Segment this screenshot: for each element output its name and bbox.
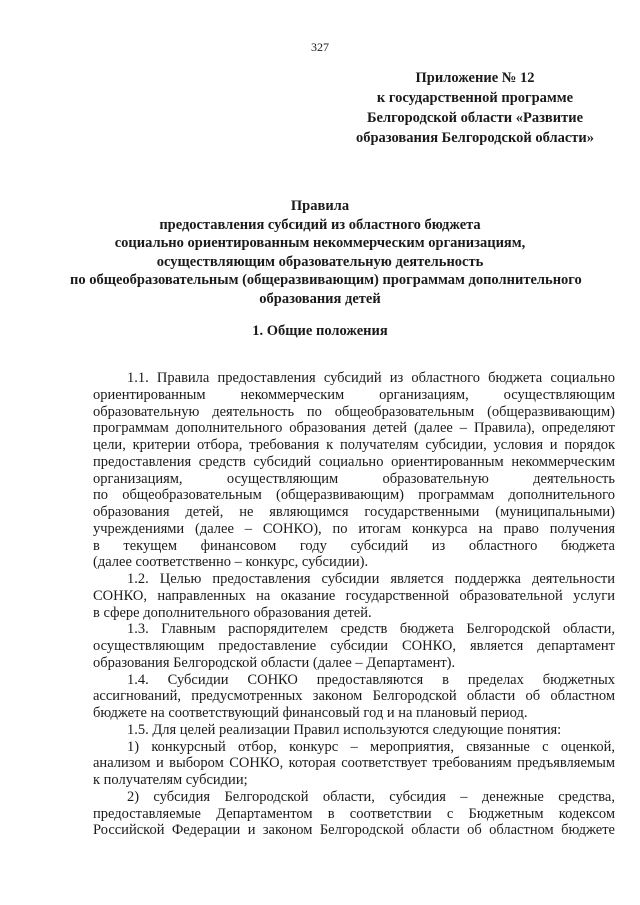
text-line: ориентированным некоммерческим организациям, осуществляющим [93, 386, 615, 403]
paragraph-p1-5-1 [93, 739, 615, 789]
text-line: в текущем финансовом году субсидий из областного бюджета [93, 537, 615, 554]
paragraph-p1-3 [93, 621, 615, 671]
text-line: осуществляющим предоставление субсидии СОНКО, является департамент [93, 638, 615, 654]
appendix-line: образования Белгородской области» [355, 130, 595, 146]
appendix-line: Приложение № 12 [415, 70, 535, 86]
appendix-line: Белгородской области «Развитие [366, 110, 584, 126]
paragraph-p1-5 [93, 722, 615, 739]
paragraph-p1-2 [93, 571, 615, 621]
text-line: по общеобразовательным (общеразвивающим) программам дополнительного [93, 487, 615, 504]
text-line: 1.1. Правила предоставления субсидий из областного бюджета социально [127, 370, 615, 386]
text-line: 1.4. Субсидии СОНКО предоставляются в пределах бюджетных [127, 671, 615, 688]
text-line: организациям, осуществляющим образовательную деятельность [93, 470, 615, 487]
title-line: социально ориентированным некоммерческим организациям, [114, 235, 526, 251]
text-line: предоставления средств субсидий социально ориентированным некоммерческим [93, 453, 615, 470]
body-text [93, 370, 615, 839]
text-line: бюджете на соответствующий финансовый год и на плановый период. [93, 705, 528, 721]
text-line: ассигнований, предусмотренных законом Белгородской области об областном [93, 688, 615, 705]
appendix-line: к государственной программе [376, 90, 574, 106]
text-line: образовательную деятельность по общеобразовательным (общеразвивающим) [93, 403, 615, 420]
text-line: 1.3. Главным распорядителем средств бюджета Белгородской области, [127, 621, 615, 638]
paragraph-p1-5-2 [93, 789, 615, 839]
text-line: учреждениями (далее – СОНКО), по итогам конкурса на право получения [93, 520, 615, 537]
paragraph-p1-4 [93, 672, 615, 722]
title-line: по общеобразовательным (общеразвивающим) программам дополнительного [70, 272, 582, 288]
text-line: 1.2. Целью предоставления субсидии является поддержка деятельности [127, 571, 615, 587]
text-line: (далее соответственно – конкурс, субсидии). [93, 554, 369, 571]
title-line: Правила [290, 198, 350, 214]
title-line: образования детей [259, 290, 381, 307]
text-line: образования детей, не являющимся государственными (муниципальными) [93, 504, 615, 520]
text-line: в сфере дополнительного образования детей. [93, 604, 372, 621]
paragraph-p1-1 [93, 370, 615, 571]
text-line: образования Белгородской области (далее – Департамент). [93, 654, 456, 671]
section-heading: 1. Общие положения [252, 323, 388, 339]
title-line: осуществляющим образовательную деятельность [156, 253, 484, 270]
text-line: цели, критерии отбора, требования к получателям субсидии, условия и порядок [93, 437, 615, 453]
document-title [70, 197, 582, 308]
text-line: СОНКО, направленных на оказание государственной образовательной услуги [93, 587, 615, 604]
text-line: Российской Федерации и законом Белгородской области об областном бюджете [93, 822, 615, 839]
text-line: 2) субсидия Белгородской области, субсидия – денежные средства, [127, 788, 615, 805]
text-line: предоставляемые Департаментом в соответствии с Бюджетным кодексом [93, 805, 615, 822]
title-line: предоставления субсидий из областного бюджета [159, 216, 481, 233]
text-line: программам дополнительного образования детей (далее – Правила), определяют [93, 420, 615, 437]
appendix-header [340, 68, 610, 148]
text-line: к получателям субсидии; [93, 772, 248, 788]
text-line: 1) конкурсный отбор, конкурс – мероприятия, связанные с оценкой, [127, 738, 615, 755]
page-number: 327 [311, 40, 329, 54]
text-line: анализом и выбором СОНКО, которая соответствует требованиям предъявляемым [93, 755, 615, 772]
text-line: 1.5. Для целей реализации Правил используются следующие понятия: [127, 721, 562, 738]
